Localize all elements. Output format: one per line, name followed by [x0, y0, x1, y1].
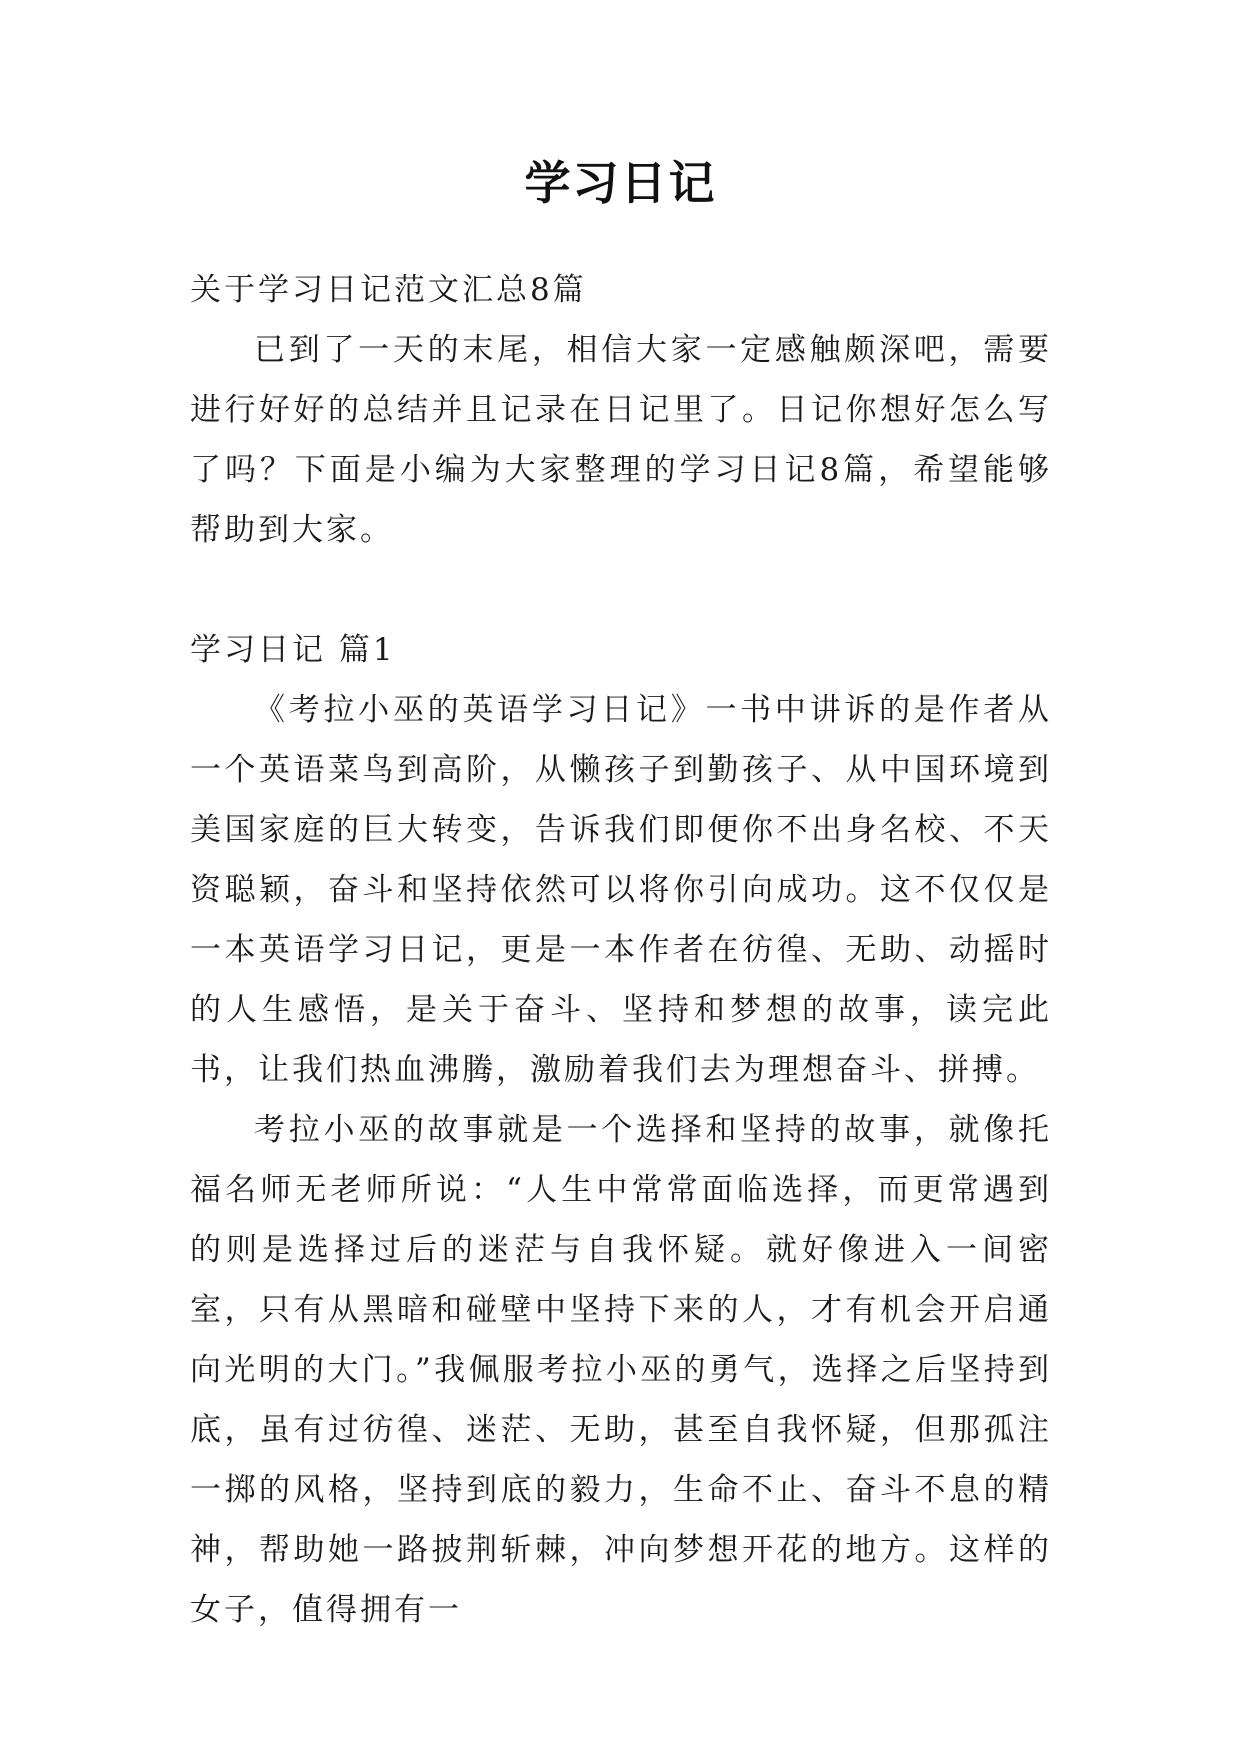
section-heading: 学习日记 篇1: [190, 632, 396, 668]
document-title: 学习日记: [524, 156, 717, 210]
section-spacer: [190, 560, 1052, 620]
document-body: [190, 260, 1052, 1640]
document-subtitle: 关于学习日记范文汇总8篇: [190, 272, 587, 308]
body-paragraph: 考拉小巫的故事就是一个选择和坚持的故事，就像托福名师无老师所说：“人生中常常面临选择，而更常遇到的则是选择过后的迷茫与自我怀疑。就好像进入一间密室，只有从黑暗和碰壁中坚持下来的人，才有机会开启通向光明的大门。”我佩服考拉小巫的勇气，选择之后坚持到底，虽有过彷徨、迷茫、无助，甚至自我怀疑，但那孤注一掷的风格，坚持到底的毅力，生命不止、奋斗不息的精神，帮助她一路披荆斩棘，冲向梦想开花的地方。这样的女子，值得拥有一: [190, 1112, 1052, 1628]
intro-paragraph: 已到了一天的末尾，相信大家一定感触颇深吧，需要进行好好的总结并且记录在日记里了。日记你想好怎么写了吗？下面是小编为大家整理的学习日记8篇，希望能够帮助到大家。: [190, 332, 1052, 548]
body-paragraph: 《考拉小巫的英语学习日记》一书中讲诉的是作者从一个英语菜鸟到高阶，从懒孩子到勤孩子、从中国环境到美国家庭的巨大转变，告诉我们即便你不出身名校、不天资聪颖，奋斗和坚持依然可以将你引向成功。这不仅仅是一本英语学习日记，更是一本作者在彷徨、无助、动摇时的人生感悟，是关于奋斗、坚持和梦想的故事，读完此书，让我们热血沸腾，激励着我们去为理想奋斗、拼搏。: [190, 692, 1052, 1088]
